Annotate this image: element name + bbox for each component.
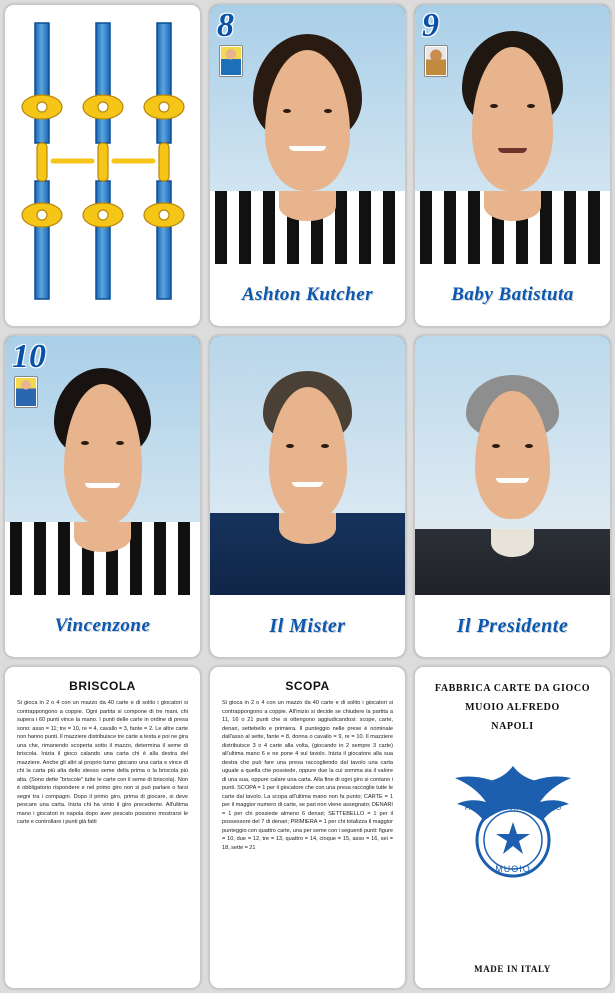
rules-briscola[interactable] [4, 666, 201, 989]
cell-card-back [410, 662, 615, 993]
card-vincenzone[interactable] [4, 335, 201, 658]
cell-il-mister [205, 331, 410, 662]
cell-rules-briscola [0, 662, 205, 993]
card-il-presidente[interactable] [414, 335, 611, 658]
player-name: Il Presidente [456, 614, 569, 637]
fante-icon [219, 45, 243, 77]
cell-il-presidente [410, 331, 615, 662]
card-index: 10 [12, 338, 46, 375]
cavallo-icon [424, 45, 448, 77]
maker-line-3: NAPOLI [491, 721, 534, 732]
rules-title: BRISCOLA [69, 679, 136, 693]
seal-bottom-text: MUOIO [494, 864, 531, 874]
made-in-italy: MADE IN ITALY [474, 964, 551, 974]
eagle-seal-icon [438, 748, 588, 903]
card-ashton-kutcher[interactable] [209, 4, 406, 327]
player-name-banner [415, 264, 610, 326]
player-name: Ashton Kutcher [241, 284, 374, 306]
card-back[interactable] [414, 666, 611, 989]
card-index: 9 [422, 7, 439, 44]
player-name-banner [210, 595, 405, 657]
cell-baby-batistuta [410, 0, 615, 331]
maker-line-1: FABBRICA CARTE DA GIOCO [434, 683, 591, 694]
player-name-banner [415, 595, 610, 657]
three-swords-icon [13, 11, 193, 311]
player-name: Vincenzone [54, 615, 151, 637]
player-name-banner [210, 264, 405, 326]
card-il-mister[interactable] [209, 335, 406, 658]
rules-title: SCOPA [285, 679, 330, 693]
cell-ashton-kutcher [205, 0, 410, 331]
player-name: Il Mister [269, 614, 346, 637]
rules-text: Si gioca in 2 o 4 con un mazzo da 40 carte e di solito i giocatori si contrappongono a coppie. All'inizio si decide se chiudere la partita a 11, 16 o 21 punti che si ottengono aggiudicandosi: scope, carte, denari, settebello e primiera. Il punteggio nelle prese è nominale dall'asso al sette, fante = 8, donna o cavallo = 9, re = 10. Il mazziere distribuisce 3 o 4 carte alla volta, (giocando in 2 sempre 3 carte) all'ultima mano 6 e ne pone 4 sul tavolo. Inizia il giocatore alla sua destra che può fare una presa raccogliendo dal tavolo una carta uguale a quella che possiede, oppure due la cui somma sia il valore di una sua, oppure calare una carta. Alla fine di ogni giro si contano i punti. SCOPA = 1 per il giocatore che con una presa raccoglie tutte le carte dal tavolo. La scopa all'ultima mano non fa punto; CARTE = 1 per il maggior numero di carte, se pari non viene assegnato; DENARI = 1 per chi possiede almeno 6 denari; SETTEBELLO = 1 per il possessore del 7 di denari; PRIMIERA = 1 per chi totalizza il maggior punteggio con quattro carte, una per seme con i seguenti punti: figure = 10, due = 12, tre = 13, quattro = 14, cinque = 15, asso = 16, sei = 18, sette = 21 [222, 700, 393, 851]
rules-scopa[interactable] [209, 666, 406, 989]
cell-rules-scopa [205, 662, 410, 993]
cell-vincenzone [0, 331, 205, 662]
player-name-banner [5, 595, 200, 657]
re-icon [14, 376, 38, 408]
swords-card[interactable] [4, 4, 201, 327]
card-baby-batistuta[interactable] [414, 4, 611, 327]
maker-line-2: MUOIO ALFREDO [465, 702, 560, 713]
rules-text: Si gioca in 2 o 4 con un mazzo da 40 carte e di solito i giocatori si contrappongono a coppie. Ogni partita si compone di tre mani, chi supera i 60 punti vince la mano. I punti delle carte in ordine di presa sono: asso = 11; tre = 10, re = 4, cavallo = 3, fante = 2. Le altre carte non hanno punti. Il mazziere distribuisce tre carte a testa e poi ne gira una che, rimanendo scoperta sotto il mazzo, determina il seme di briscola. Inizia il gioco calando una carta chi è alla destra del mazziere. Anche gli altri al proprio turno giocano una carta e vince di chi la carta più alta dello stesso seme della prima o la briscola più alta. (Sono dette "briscole" tutte le carte con il seme di briscola). Non è obbligatorio rispondere e nel primo giro non si può parlare o farsi segni tra i compagni. Dopo il primo giro, prima di giocare, si deve pescare una carta. Inizia chi ha vinto il giro precedente. All'ultima mano i giocatori in napola dopo aver pescato possono mostrarsi le carte e controllare i punti già fatti [17, 700, 188, 825]
cell-swords [0, 0, 205, 331]
seal-top-text: FABBRICA CARTE DA GIOCO [464, 805, 561, 812]
card-index: 8 [217, 7, 234, 44]
player-name: Baby Batistuta [451, 284, 574, 306]
